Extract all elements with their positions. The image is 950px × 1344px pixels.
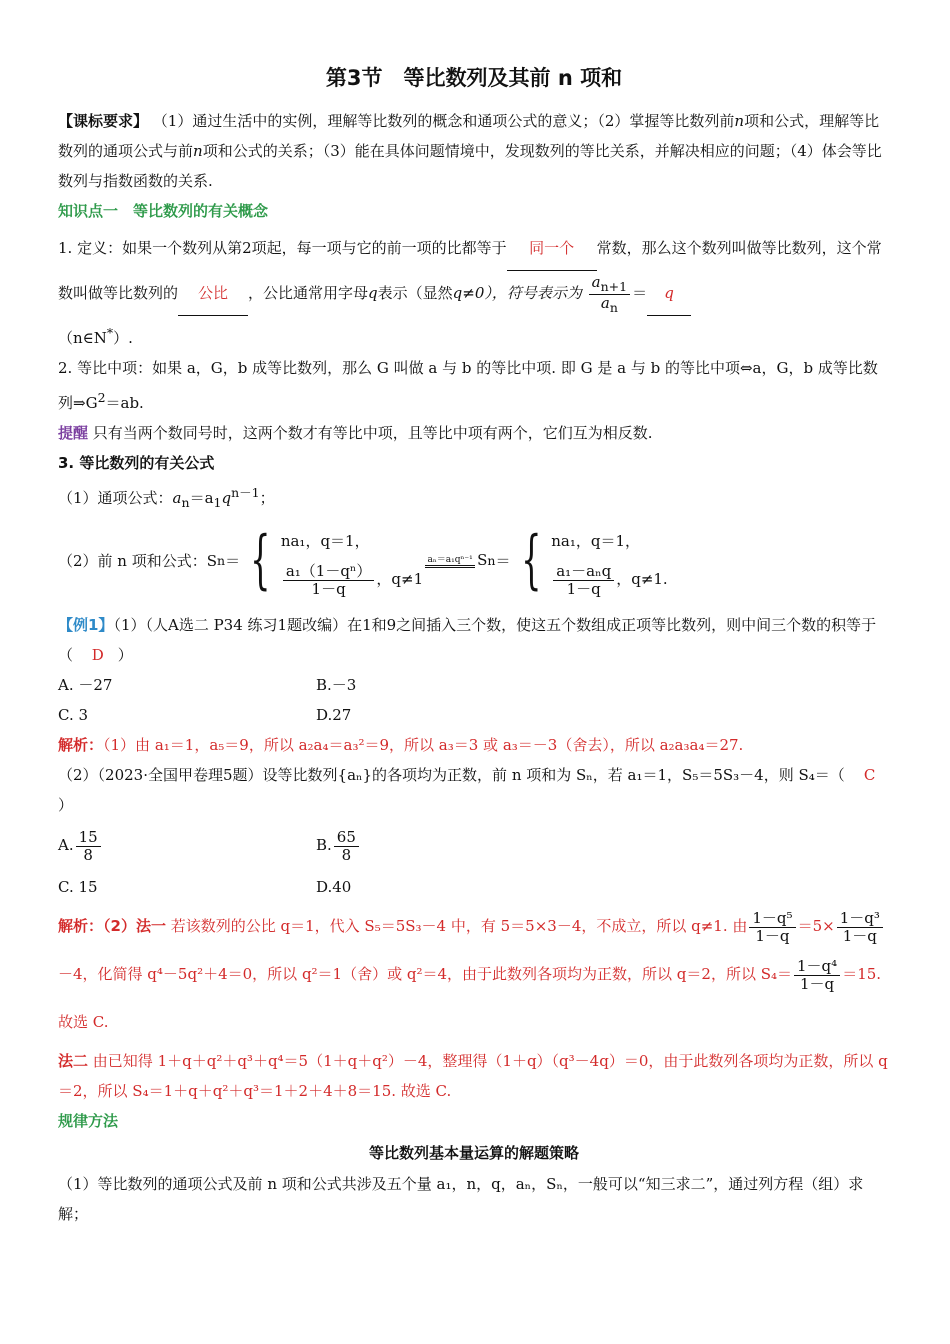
option-b2: B. $\frac{65}{8}$ xyxy=(316,829,574,863)
solution-2-method2: 法二 由已知得 1＋q＋q²＋q³＋q⁴＝5（1＋q＋q²）－4，整理得（1＋q）（q³－4q）＝0，由于此数列各项均为正数，所以 q＝2，所以 S₄＝1＋q＋q²＋q³＝1＋2＋4＋8＝15. 故选 C. xyxy=(58,1052,888,1100)
document-page xyxy=(58,62,890,1229)
geometric-mean: 2. 等比中项：如果 a，G，b 成等比数列，那么 G 叫做 a 与 b 的等比中项. 即 G 是 a 与 b 的等比中项⇔a，G，b 成等比数列$\Rightarrow G^2=ab$. xyxy=(58,359,878,412)
option-a2: A. $\frac{15}{8}$ xyxy=(58,829,316,863)
option-c: C. 3 xyxy=(58,706,89,724)
option-d: D.27 xyxy=(316,706,352,724)
kp1-heading: 知识点一 等比数列的有关概念 xyxy=(58,202,269,220)
example1-q1: 【例1】（1）（人A选二 P34 练习1题改编）在1和9之间插入三个数，使这五个数组成正项等比数列，则中间三个数的积等于（ D ） xyxy=(58,610,890,670)
tip: 提醒 只有当两个数同号时，这两个数才有等比中项，且等比中项有两个，它们互为相反数. xyxy=(58,424,653,442)
solution-2-method1: 解析：（2）法一 若该数列的公比 q＝1，代入 S₅＝5S₃－4 中，有 5＝5×3－4，不成立，所以 q≠1. 由 $\frac{\text{1－q⁵}}{1-q}$ ＝5× $\frac{\text{1－q³}}{1-q}$ －4，化简得 q⁴－5q²＋4＝0，所以 q²＝1（舍）或 q²＝4，由于此数列各项均为正数，所以 q＝2，所以 S₄＝ $\frac{\text{1－q⁴}}{1-q}$ ＝15. 故选 C. xyxy=(58,909,882,1031)
implies-arrow: aₙ＝a₁qⁿ⁻¹ xyxy=(425,552,475,568)
option-a: A. －27 xyxy=(58,676,113,694)
example1-q2: （2）（2023·全国甲卷理5题）设等比数列{aₙ}的各项均为正数，前 n 项和为 Sₙ，若 a₁＝1，S₅＝5S₃－4，则 S₄＝（ C） xyxy=(58,760,890,820)
options-2b xyxy=(58,872,890,902)
example-label: 【例1】 xyxy=(58,616,114,634)
blank-ratio: 公比 xyxy=(178,271,248,316)
answer-2: C xyxy=(863,766,876,784)
strategy-1: （1）等比数列的通项公式及前 n 项和公式共涉及五个量 a₁，n，q，aₙ，Sₙ，一般可以“知三求二”，通过列方程（组）求解； xyxy=(58,1175,864,1223)
definition-tail: （n∈N*）. xyxy=(58,325,133,347)
formulas-heading: 3. 等比数列的有关公式 xyxy=(58,454,215,472)
option-c2: C. 15 xyxy=(58,878,98,896)
options-1 xyxy=(58,670,890,700)
ratio-fraction: $\frac{a_{n+1}}{a_n}$ xyxy=(589,274,630,315)
course-req-label: 【课标要求】 xyxy=(58,112,149,130)
answer-1: D xyxy=(91,646,104,664)
formula-sum: （2）前 n 项和公式：S n ＝ { na₁，q＝1， $\frac{\text{a₁（1－qⁿ）}}{1-q}$ ，q≠1 aₙ＝a₁qⁿ⁻¹ S n ＝ { na₁，q＝1， $\frac{\text{a₁－aₙq}}{1-q}$ ，q≠1. xyxy=(58,523,668,598)
page-title: 第3节 等比数列及其前 n 项和 xyxy=(325,66,623,90)
tip-label: 提醒 xyxy=(58,424,89,442)
blank-q: q xyxy=(647,271,691,316)
strategy-title: 等比数列基本量运算的解题策略 xyxy=(368,1144,579,1162)
options-2 xyxy=(58,820,890,872)
course-requirements: 【课标要求】 （1）通过生活中的实例，理解等比数列的概念和通项公式的意义；（2）掌握等比数列前n项和公式，理解等比数列的通项公式与前n项和公式的关系；（3）能在具体问题情境中，发现数列的等比关系，并解决相应的问题；（4）体会等比数列与指数函数的关系. xyxy=(58,112,882,190)
option-d2: D.40 xyxy=(316,878,352,896)
formula-general-term: （1）通项公式：$a_n=a_1q^{n-1}$； xyxy=(58,485,275,510)
blank-same-constant: 同一个 xyxy=(507,226,597,271)
solution-1: 解析：（1）由 a₁＝1，a₅＝9，所以 a₂a₄＝a₃²＝9，所以 a₃＝3 或 a₃＝－3（舍去），所以 a₂a₃a₄＝27. xyxy=(58,736,744,754)
method-heading: 规律方法 xyxy=(58,1112,119,1130)
option-b: B.－3 xyxy=(316,676,357,694)
options-1b xyxy=(58,700,890,730)
definition: 1. 定义：如果一个数列从第2项起，每一项与它的前一项的比都等于 同一个 常数，那么这个数列叫做等比数列，这个常数叫做等比数列的 公比 ，公比通常用字母q表示（显然q≠0），符号表示为 $\frac{a_{n+1}}{a_n}$ ＝ q xyxy=(58,226,890,316)
